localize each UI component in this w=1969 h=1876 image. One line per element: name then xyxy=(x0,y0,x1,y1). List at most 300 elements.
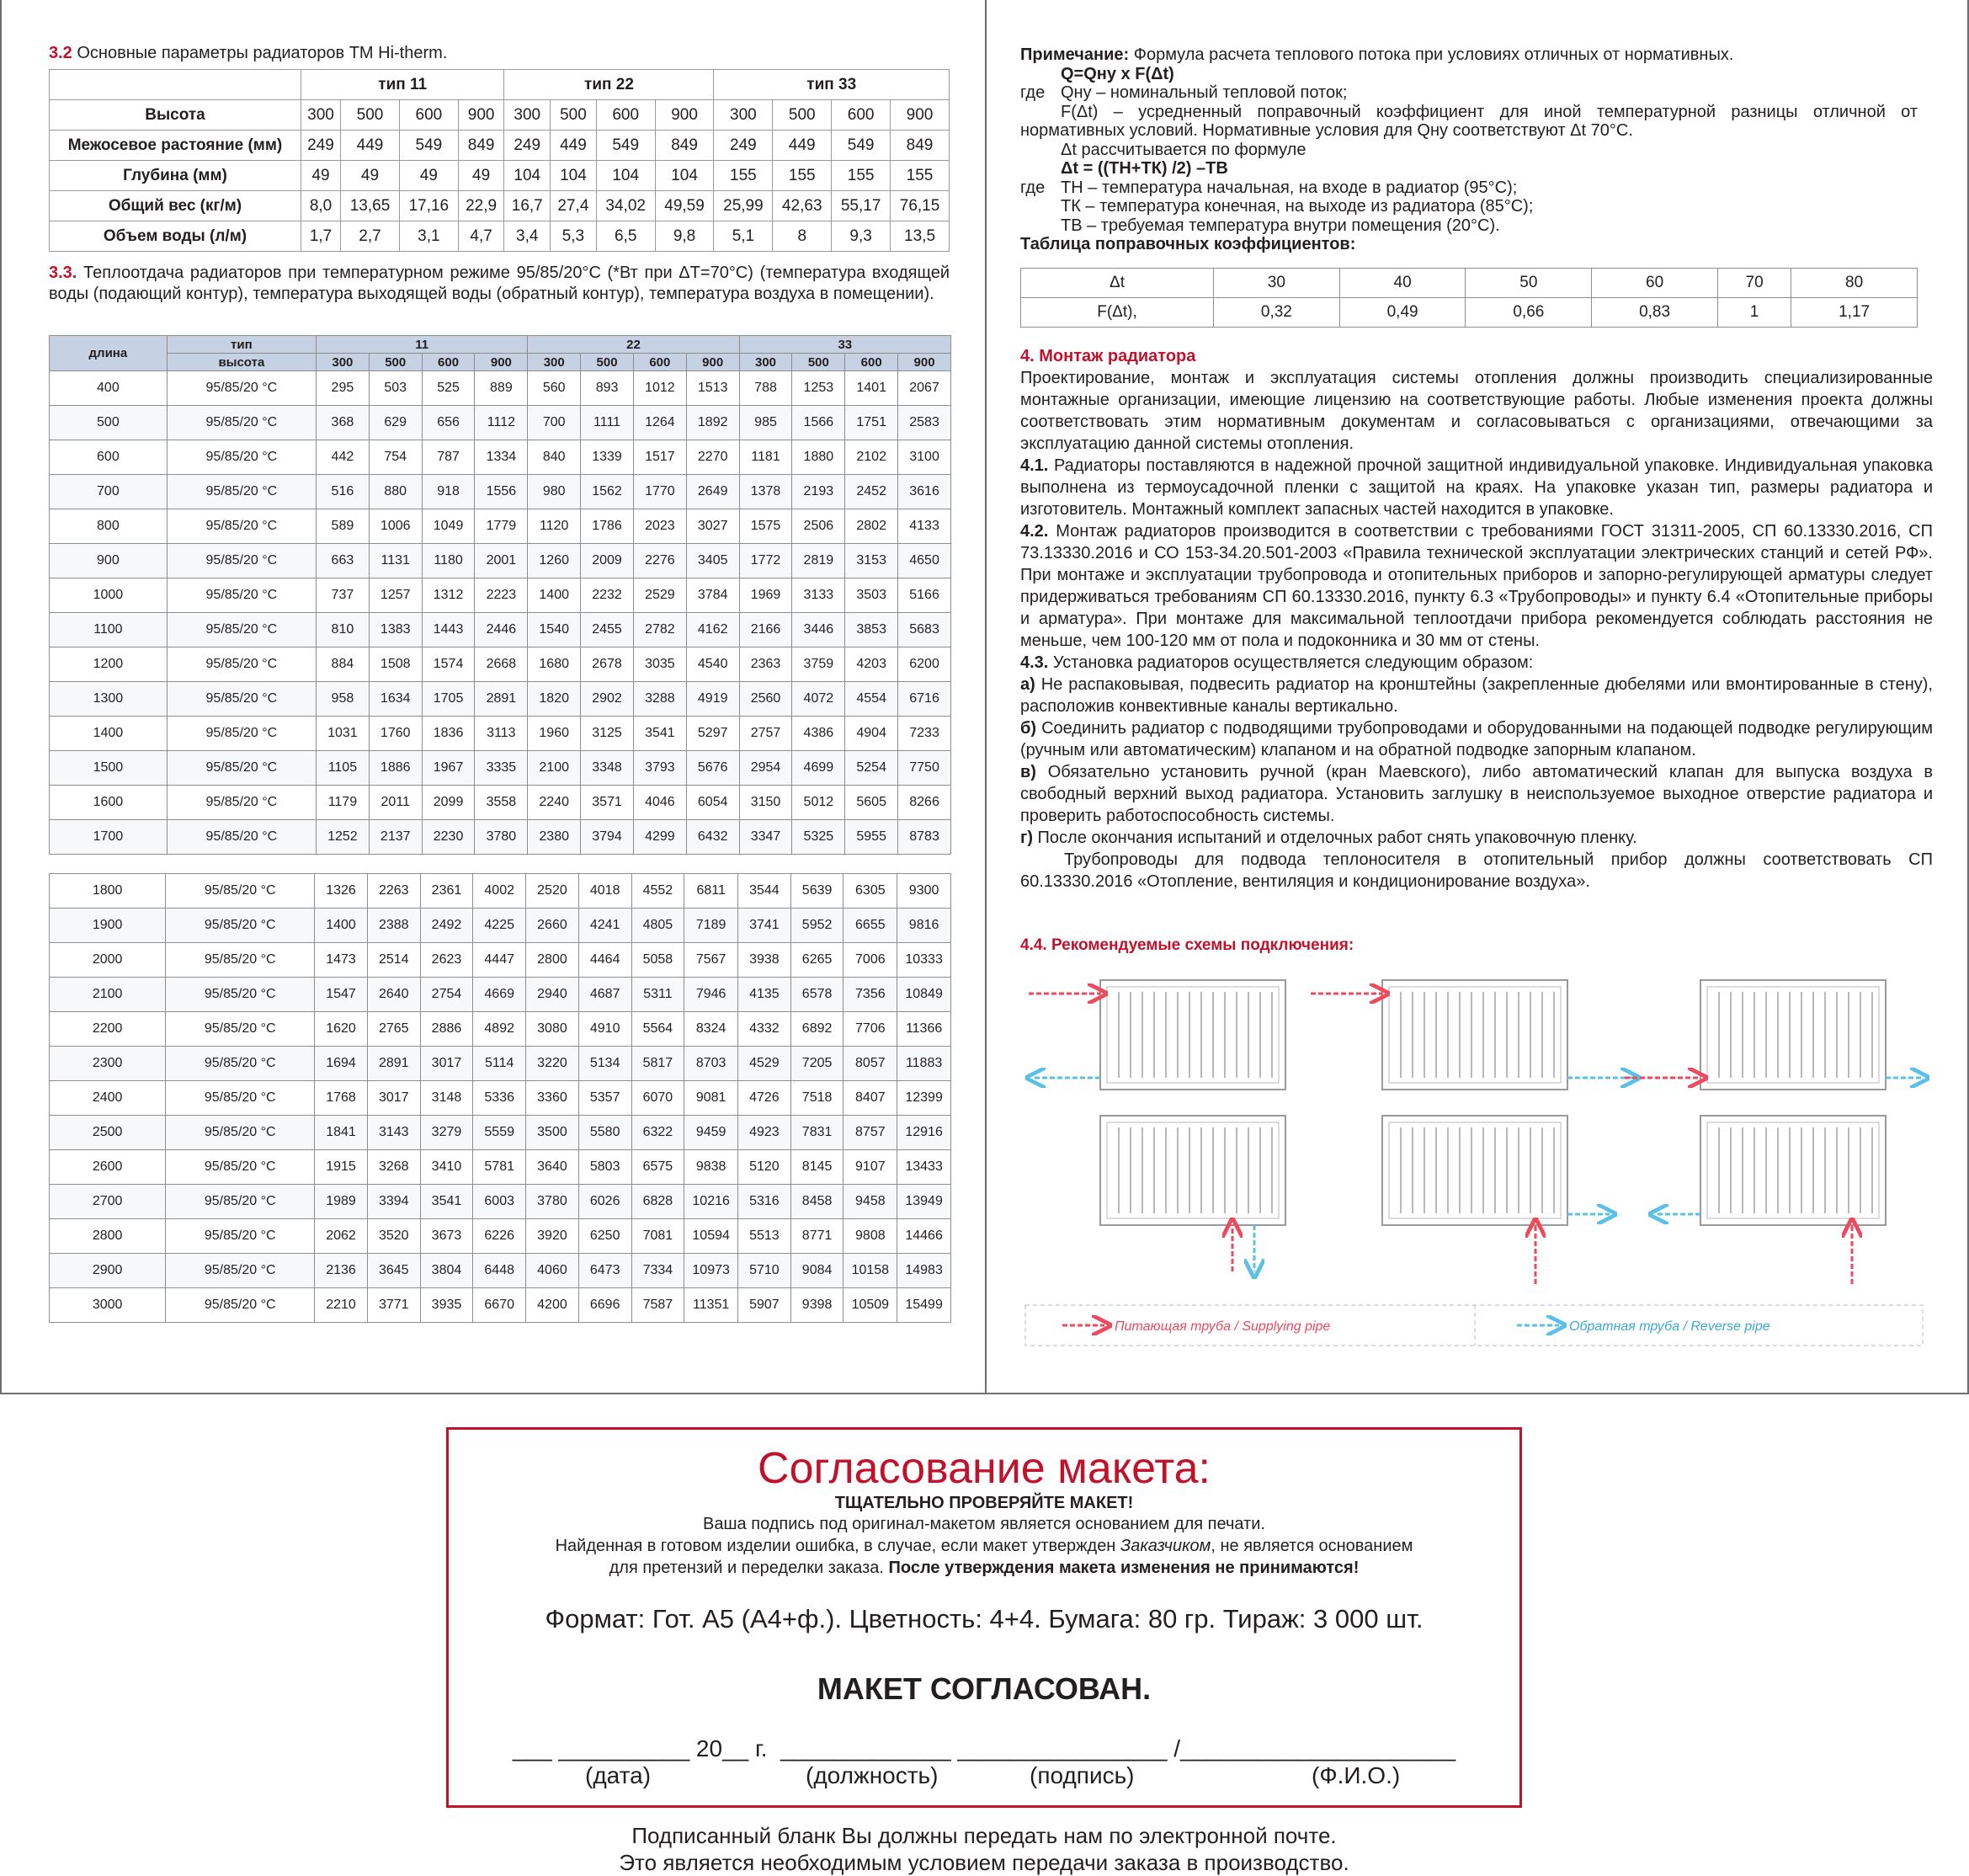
heat-value-cell: 2954 xyxy=(739,751,792,786)
heat-value-cell: 1031 xyxy=(316,717,369,751)
length-cell: 2800 xyxy=(50,1219,166,1254)
heat-value-cell: 4133 xyxy=(898,509,951,544)
parameter-label: Общий вес (кг/м) xyxy=(50,191,301,221)
position-caption: (должность) xyxy=(806,1762,939,1788)
heat-value-cell: 4018 xyxy=(578,874,631,909)
heat-value-cell: 3920 xyxy=(526,1219,579,1254)
heat-value-cell: 1915 xyxy=(315,1150,368,1185)
table-row xyxy=(50,1288,951,1323)
heat-value-cell: 1574 xyxy=(422,648,475,682)
parameter-value: 449 xyxy=(773,131,832,161)
heat-value-cell: 6892 xyxy=(790,1012,843,1047)
scheme-bottom-side xyxy=(1382,1116,1610,1284)
heat-value-cell: 1760 xyxy=(369,717,422,751)
parameter-value: 600 xyxy=(399,100,458,131)
heat-value-cell: 8703 xyxy=(684,1047,738,1081)
heat-value-cell: 4225 xyxy=(473,909,526,943)
heat-output-table-2 xyxy=(49,873,951,1323)
parameter-value: 155 xyxy=(773,161,832,191)
section-number: 3.2 xyxy=(49,44,72,62)
heat-value-cell: 2583 xyxy=(898,406,951,440)
type-22-header: 22 xyxy=(528,336,739,354)
heat-value-cell: 2452 xyxy=(845,475,898,509)
heat-value-cell: 1705 xyxy=(422,682,475,717)
heat-value-cell: 5297 xyxy=(686,717,739,751)
heat-value-cell: 3153 xyxy=(845,544,898,578)
length-cell: 500 xyxy=(50,406,168,440)
parameter-value: 900 xyxy=(655,100,714,131)
heat-value-cell: 3780 xyxy=(526,1185,579,1219)
heat-value-cell: 7946 xyxy=(684,978,738,1012)
f-row xyxy=(1021,298,1918,328)
mode-cell: 95/85/20 °С xyxy=(167,371,316,406)
mode-cell: 95/85/20 °С xyxy=(166,1047,315,1081)
signature-line: ___ __________ 20__ г. _____________ ________________ /_____________________ xyxy=(512,1735,1456,1761)
heat-table-body xyxy=(50,371,951,855)
heat-value-cell: 9107 xyxy=(843,1150,897,1185)
heat-value-cell: 3148 xyxy=(420,1081,473,1116)
item-letter: б) xyxy=(1020,719,1037,738)
heat-value-cell: 4540 xyxy=(686,648,739,682)
heat-value-cell: 1989 xyxy=(315,1185,368,1219)
heat-value-cell: 8771 xyxy=(790,1219,843,1254)
heat-value-cell: 2011 xyxy=(369,786,422,820)
heat-value-cell: 6578 xyxy=(790,978,843,1012)
heat-value-cell: 4554 xyxy=(845,682,898,717)
type-header: тип 11 xyxy=(301,70,504,100)
item-text: Установка радиаторов осуществляется следующим образом: xyxy=(1048,653,1534,672)
where-label: где xyxy=(1020,178,1046,197)
heat-value-cell: 1253 xyxy=(792,371,845,406)
heat-value-cell: 8458 xyxy=(790,1185,843,1219)
heat-value-cell: 6716 xyxy=(898,682,951,717)
parameter-value: 849 xyxy=(458,131,504,161)
heat-value-cell: 2276 xyxy=(633,544,686,578)
heat-value-cell: 3520 xyxy=(367,1219,420,1254)
page-divider xyxy=(985,0,987,1393)
parameter-label: Межосевое растояние (мм) xyxy=(50,131,301,161)
type-label: тип xyxy=(167,336,316,354)
heat-value-cell: 3360 xyxy=(526,1081,579,1116)
heat-value-cell: 3759 xyxy=(792,648,845,682)
heat-value-cell: 6226 xyxy=(473,1219,526,1254)
heat-value-cell: 958 xyxy=(316,682,369,717)
heat-value-cell: 1772 xyxy=(739,544,792,578)
mode-cell: 95/85/20 °С xyxy=(166,1254,315,1288)
heat-value-cell: 4464 xyxy=(578,943,631,978)
length-cell: 900 xyxy=(50,544,168,578)
parameter-value: 549 xyxy=(832,131,891,161)
table-row xyxy=(50,786,951,820)
f-value: 0,49 xyxy=(1339,298,1466,328)
heat-value-cell: 2506 xyxy=(792,509,845,544)
table-row xyxy=(50,1219,951,1254)
heat-value-cell: 2240 xyxy=(528,786,581,820)
heat-value-cell: 1401 xyxy=(845,371,898,406)
height-header: 900 xyxy=(686,354,739,371)
heat-value-cell: 2754 xyxy=(420,978,473,1012)
heat-value-cell: 893 xyxy=(581,371,634,406)
parameter-value: 449 xyxy=(551,131,597,161)
heat-value-cell: 1779 xyxy=(475,509,528,544)
length-cell: 1700 xyxy=(50,820,168,855)
heat-value-cell: 7233 xyxy=(898,717,951,751)
name-caption: (Ф.И.О.) xyxy=(1312,1762,1401,1788)
correction-factors-table xyxy=(1020,268,1918,328)
table-row xyxy=(50,1150,951,1185)
heat-value-cell: 6026 xyxy=(578,1185,631,1219)
tn-definition: ТН – температура начальная, на входе в радиатор (95°С); xyxy=(1061,178,1518,197)
parameter-value: 49 xyxy=(301,161,341,191)
table-row xyxy=(50,874,951,909)
heat-value-cell: 6054 xyxy=(686,786,739,820)
heat-value-cell: 7518 xyxy=(790,1081,843,1116)
table-row xyxy=(50,509,951,544)
heat-value-cell: 5710 xyxy=(738,1254,791,1288)
parameter-value: 155 xyxy=(832,161,891,191)
heat-value-cell: 1634 xyxy=(369,682,422,717)
item-number: 4.1. xyxy=(1020,456,1049,475)
table-row xyxy=(50,648,951,682)
heat-value-cell: 10158 xyxy=(843,1254,897,1288)
heat-value-cell: 1892 xyxy=(686,406,739,440)
parameter-value: 22,9 xyxy=(458,191,504,221)
heat-value-cell: 5058 xyxy=(631,943,684,978)
approval-line-1: Ваша подпись под оригинал-макетом является основанием для печати. xyxy=(703,1515,1265,1533)
dt-label: Δt xyxy=(1021,269,1214,298)
parameter-value: 49,59 xyxy=(655,191,714,221)
parameter-value: 104 xyxy=(655,161,714,191)
heat-value-cell: 880 xyxy=(369,475,422,509)
heat-value-cell: 5580 xyxy=(578,1116,631,1150)
heat-value-cell: 1967 xyxy=(422,751,475,786)
heat-value-cell: 4332 xyxy=(738,1012,791,1047)
heat-value-cell: 2136 xyxy=(315,1254,368,1288)
length-cell: 2400 xyxy=(50,1081,166,1116)
parameter-row xyxy=(50,191,950,221)
heat-value-cell: 4447 xyxy=(473,943,526,978)
heat-value-cell: 2757 xyxy=(739,717,792,751)
heat-value-cell: 9808 xyxy=(843,1219,897,1254)
heat-value-cell: 6811 xyxy=(684,874,738,909)
heat-value-cell: 7706 xyxy=(843,1012,897,1047)
corrections-table-title: Таблица поправочных коэффициентов: xyxy=(1020,235,1356,253)
heat-value-cell: 560 xyxy=(528,371,581,406)
item-text: Обязательно установить ручной (кран Маевского), либо автоматический клапан для выпуска воздуха в свободный верхний выход радиатора. Установить заглушку в неиспользуемое выходное отверстие радиатора и проверить работоспособность системы. xyxy=(1020,763,1933,825)
parameters-body xyxy=(50,100,950,252)
tk-definition: ТК – температура конечная, на выходе из радиатора (85°С); xyxy=(1061,197,1534,216)
heat-value-cell: 1012 xyxy=(633,371,686,406)
heat-value-cell: 1180 xyxy=(422,544,475,578)
heat-value-cell: 1556 xyxy=(475,475,528,509)
parameter-value: 600 xyxy=(832,100,891,131)
length-cell: 1900 xyxy=(50,909,166,943)
parameter-value: 49 xyxy=(341,161,400,191)
heat-value-cell: 2800 xyxy=(526,943,579,978)
heat-value-cell: 2560 xyxy=(739,682,792,717)
formula-2: Δt = ((ТН+ТК) /2) –ТВ xyxy=(1061,159,1228,178)
heat-value-cell: 1768 xyxy=(315,1081,368,1116)
item-letter: в) xyxy=(1020,763,1036,781)
heat-value-cell: 9084 xyxy=(790,1254,843,1288)
heat-value-cell: 4805 xyxy=(631,909,684,943)
f-value: 1,17 xyxy=(1791,298,1918,328)
heat-value-cell: 787 xyxy=(422,440,475,475)
length-cell: 1600 xyxy=(50,786,168,820)
parameter-value: 9,8 xyxy=(655,221,714,252)
heat-value-cell: 663 xyxy=(316,544,369,578)
heat-value-cell: 2668 xyxy=(475,648,528,682)
type-header: тип 33 xyxy=(714,70,950,100)
heat-value-cell: 5114 xyxy=(473,1047,526,1081)
length-cell: 1000 xyxy=(50,578,168,613)
table-row xyxy=(50,682,951,717)
parameter-value: 500 xyxy=(551,100,597,131)
heat-value-cell: 1473 xyxy=(315,943,368,978)
heat-value-cell: 1508 xyxy=(369,648,422,682)
heat-value-cell: 918 xyxy=(422,475,475,509)
mode-cell: 95/85/20 °С xyxy=(166,874,315,909)
heat-value-cell: 629 xyxy=(369,406,422,440)
heat-value-cell: 3279 xyxy=(420,1116,473,1150)
heat-value-cell: 1540 xyxy=(528,613,581,648)
heat-value-cell: 10973 xyxy=(684,1254,738,1288)
heat-value-cell: 1339 xyxy=(581,440,634,475)
heat-value-cell: 4910 xyxy=(578,1012,631,1047)
length-cell: 400 xyxy=(50,371,168,406)
tv-definition: ТВ – требуемая температура внутри помещения (20°С). xyxy=(1061,216,1500,235)
heat-value-cell: 2001 xyxy=(475,544,528,578)
heat-value-cell: 2902 xyxy=(581,682,634,717)
parameter-value: 104 xyxy=(504,161,551,191)
heat-value-cell: 3035 xyxy=(633,648,686,682)
heat-value-cell: 2782 xyxy=(633,613,686,648)
note-block xyxy=(1020,45,1918,254)
approval-box xyxy=(446,1427,1522,1808)
heat-value-cell: 3017 xyxy=(367,1081,420,1116)
heat-value-cell: 1400 xyxy=(528,578,581,613)
table-row xyxy=(50,820,951,855)
mode-cell: 95/85/20 °С xyxy=(166,1012,315,1047)
parameter-row xyxy=(50,161,950,191)
heat-value-cell: 2940 xyxy=(526,978,579,1012)
parameter-value: 500 xyxy=(341,100,400,131)
heat-value-cell: 3645 xyxy=(367,1254,420,1288)
heat-value-cell: 2100 xyxy=(528,751,581,786)
heat-value-cell: 7334 xyxy=(631,1254,684,1288)
heat-value-cell: 2380 xyxy=(528,820,581,855)
heat-value-cell: 1334 xyxy=(475,440,528,475)
heat-value-cell: 7567 xyxy=(684,943,738,978)
parameter-value: 1,7 xyxy=(301,221,341,252)
heat-value-cell: 6200 xyxy=(898,648,951,682)
mode-cell: 95/85/20 °С xyxy=(167,509,316,544)
section-text: Теплоотдача радиаторов при температурном режиме 95/85/20°С (*Вт при ΔT=70°C) (температура входящей воды (подающий контур), температура выходящей воды (обратный контур), температура воздуха в помещении). xyxy=(49,264,950,303)
heat-value-cell: 1886 xyxy=(369,751,422,786)
heat-value-cell: 1257 xyxy=(369,578,422,613)
parameter-value: 76,15 xyxy=(891,191,950,221)
heat-value-cell: 2102 xyxy=(845,440,898,475)
table-row xyxy=(50,475,951,509)
item-text: После окончания испытаний и отделочных работ снять упаковочную пленку. xyxy=(1033,829,1637,847)
connection-schemes-diagram xyxy=(1020,968,1929,1356)
heat-value-cell: 1841 xyxy=(315,1116,368,1150)
parameter-value: 34,02 xyxy=(596,191,655,221)
heat-value-cell: 12399 xyxy=(897,1081,951,1116)
heat-value-cell: 4650 xyxy=(898,544,951,578)
heat-value-cell: 754 xyxy=(369,440,422,475)
parameter-value: 500 xyxy=(773,100,832,131)
mode-cell: 95/85/20 °С xyxy=(167,578,316,613)
heat-value-cell: 525 xyxy=(422,371,475,406)
heat-value-cell: 3771 xyxy=(367,1288,420,1323)
heat-value-cell: 5781 xyxy=(473,1150,526,1185)
heat-value-cell: 3410 xyxy=(420,1150,473,1185)
heat-value-cell: 3500 xyxy=(526,1116,579,1150)
length-cell: 2500 xyxy=(50,1116,166,1150)
parameter-value: 849 xyxy=(891,131,950,161)
heat-value-cell: 788 xyxy=(739,371,792,406)
heat-value-cell: 3503 xyxy=(845,578,898,613)
heat-value-cell: 3804 xyxy=(420,1254,473,1288)
length-cell: 1500 xyxy=(50,751,168,786)
section-4-title: 4. Монтаж радиатора xyxy=(1020,347,1196,365)
mode-cell: 95/85/20 °С xyxy=(167,751,316,786)
qny-definition: Qну – номинальный тепловой поток; xyxy=(1061,83,1348,102)
heat-value-cell: 840 xyxy=(528,440,581,475)
heat-value-cell: 6696 xyxy=(578,1288,631,1323)
heat-value-cell: 4135 xyxy=(738,978,791,1012)
parameter-value: 16,7 xyxy=(504,191,551,221)
dt-value: 60 xyxy=(1592,269,1718,298)
mode-cell: 95/85/20 °С xyxy=(167,440,316,475)
heat-value-cell: 11883 xyxy=(897,1047,951,1081)
parameter-value: 300 xyxy=(504,100,551,131)
approval-footer xyxy=(446,1822,1522,1876)
heat-value-cell: 3125 xyxy=(581,717,634,751)
heat-value-cell: 737 xyxy=(316,578,369,613)
height-header: 300 xyxy=(528,354,581,371)
parameter-label: Высота xyxy=(50,100,301,131)
heat-value-cell: 5907 xyxy=(738,1288,791,1323)
heat-value-cell: 1181 xyxy=(739,440,792,475)
heat-value-cell: 4726 xyxy=(738,1081,791,1116)
heat-value-cell: 5166 xyxy=(898,578,951,613)
heat-value-cell: 6670 xyxy=(473,1288,526,1323)
height-label: высота xyxy=(167,354,316,371)
parameter-value: 249 xyxy=(301,131,341,161)
heat-value-cell: 8266 xyxy=(898,786,951,820)
left-border xyxy=(0,0,2,1393)
heat-value-cell: 3288 xyxy=(633,682,686,717)
heat-value-cell: 2802 xyxy=(845,509,898,544)
heat-value-cell: 2099 xyxy=(422,786,475,820)
table-row xyxy=(50,440,951,475)
heights-row xyxy=(50,354,951,371)
heat-value-cell: 6305 xyxy=(843,874,897,909)
legend-return: Обратная труба / Reverse pipe xyxy=(1569,1319,1770,1334)
parameter-value: 849 xyxy=(655,131,714,161)
heat-value-cell: 4919 xyxy=(686,682,739,717)
heat-value-cell: 2230 xyxy=(422,820,475,855)
mode-cell: 95/85/20 °С xyxy=(166,1219,315,1254)
section-3-3-text xyxy=(49,263,950,305)
parameter-value: 55,17 xyxy=(832,191,891,221)
heat-value-cell: 4046 xyxy=(633,786,686,820)
dt-value: 50 xyxy=(1466,269,1592,298)
heat-value-cell: 5254 xyxy=(845,751,898,786)
heat-value-cell: 3673 xyxy=(420,1219,473,1254)
parameter-value: 549 xyxy=(399,131,458,161)
parameter-value: 900 xyxy=(891,100,950,131)
heat-value-cell: 10594 xyxy=(684,1219,738,1254)
heat-value-cell: 980 xyxy=(528,475,581,509)
heat-value-cell: 10216 xyxy=(684,1185,738,1219)
length-cell: 2600 xyxy=(50,1150,166,1185)
type-11-header: 11 xyxy=(316,336,527,354)
heat-value-cell: 4386 xyxy=(792,717,845,751)
f-value: 1 xyxy=(1717,298,1791,328)
length-cell: 700 xyxy=(50,475,168,509)
heat-value-cell: 2361 xyxy=(420,874,473,909)
heat-value-cell: 2520 xyxy=(526,874,579,909)
heat-output-table-1 xyxy=(49,335,951,855)
table-row xyxy=(50,1185,951,1219)
heat-value-cell: 7006 xyxy=(843,943,897,978)
dt-value: 30 xyxy=(1214,269,1340,298)
heat-value-cell: 7750 xyxy=(898,751,951,786)
parameter-value: 600 xyxy=(596,100,655,131)
parameter-label: Глубина (мм) xyxy=(50,161,301,191)
heat-value-cell: 6655 xyxy=(843,909,897,943)
heat-value-cell: 295 xyxy=(316,371,369,406)
heat-value-cell: 3541 xyxy=(420,1185,473,1219)
length-cell: 1400 xyxy=(50,717,168,751)
table-row xyxy=(50,1081,951,1116)
heat-value-cell: 5817 xyxy=(631,1047,684,1081)
mode-cell: 95/85/20 °С xyxy=(167,717,316,751)
heat-value-cell: 2678 xyxy=(581,648,634,682)
heat-value-cell: 3347 xyxy=(739,820,792,855)
mode-cell: 95/85/20 °С xyxy=(167,544,316,578)
heat-value-cell: 1383 xyxy=(369,613,422,648)
approval-title: Согласование макета: xyxy=(758,1444,1211,1493)
table-row xyxy=(50,717,951,751)
heat-value-cell: 2166 xyxy=(739,613,792,648)
heat-value-cell: 1770 xyxy=(633,475,686,509)
heat-value-cell: 15499 xyxy=(897,1288,951,1323)
parameter-value: 900 xyxy=(458,100,504,131)
item-number: 4.3. xyxy=(1020,653,1049,672)
parameter-value: 42,63 xyxy=(773,191,832,221)
heat-value-cell: 2819 xyxy=(792,544,845,578)
item-letter: г) xyxy=(1020,829,1033,847)
length-cell: 2300 xyxy=(50,1047,166,1081)
heat-value-cell: 516 xyxy=(316,475,369,509)
parameter-value: 249 xyxy=(504,131,551,161)
heat-value-cell: 4687 xyxy=(578,978,631,1012)
heat-value-cell: 5803 xyxy=(578,1150,631,1185)
heat-value-cell: 4203 xyxy=(845,648,898,682)
heat-value-cell: 4200 xyxy=(526,1288,579,1323)
heat-value-cell: 6828 xyxy=(631,1185,684,1219)
f-label: F(Δt), xyxy=(1021,298,1214,328)
section-3-2-heading xyxy=(49,44,447,63)
length-cell: 1800 xyxy=(50,874,166,909)
heat-value-cell: 5559 xyxy=(473,1116,526,1150)
table-row xyxy=(50,613,951,648)
item-text: Радиаторы поставляются в надежной прочной защитной индивидуальной упаковке. Индивидуальная упаковка выполнена из термоусадочной пленки с защитой на краях. На упаковке указан тип, размеры радиатора и изготовитель. Монтажный комплект запасных частей находится в упаковке. xyxy=(1020,456,1933,519)
